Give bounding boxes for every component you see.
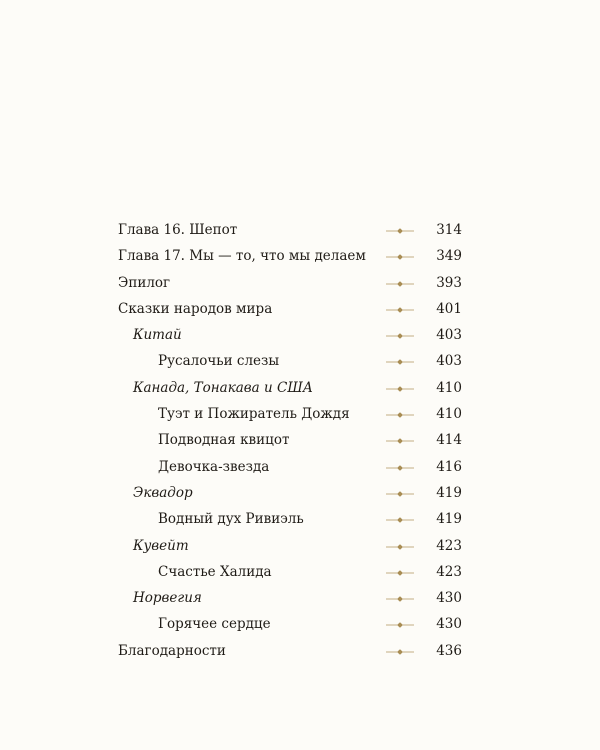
toc-page-number: 403 xyxy=(436,353,462,370)
ornament-divider-icon xyxy=(385,647,415,657)
toc-page-number: 401 xyxy=(436,300,462,317)
toc-entry-title: Сказки народов мира xyxy=(118,300,273,317)
toc-entry-title: Туэт и Пожиратель Дождя xyxy=(158,406,350,423)
toc-entry xyxy=(0,454,600,480)
ornament-divider-icon xyxy=(385,489,415,499)
toc-page-number: 419 xyxy=(436,484,462,501)
ornament-divider-icon xyxy=(385,620,415,630)
toc-entry-title: Норвегия xyxy=(133,590,202,607)
ornament-divider-icon xyxy=(385,436,415,446)
toc-entry-title: Глава 16. Шепот xyxy=(118,222,238,238)
toc-entry xyxy=(0,296,600,322)
ornament-divider-icon xyxy=(385,305,415,315)
toc-page-number: 403 xyxy=(436,327,462,344)
ornament-divider-icon xyxy=(385,463,415,473)
toc-entry xyxy=(0,243,600,269)
toc-entry xyxy=(0,427,600,453)
toc-entry xyxy=(0,217,600,243)
toc-entry-title: Подводная квицот xyxy=(158,432,290,449)
toc-entry xyxy=(0,638,600,664)
toc-page-number: 393 xyxy=(436,274,462,291)
toc-entry xyxy=(0,348,600,374)
toc-page-number: 314 xyxy=(436,222,462,238)
toc-entry xyxy=(0,375,600,401)
toc-entry-title: Благодарности xyxy=(118,642,226,659)
toc-entry-title: Горячее сердце xyxy=(158,616,271,633)
toc-page-number: 410 xyxy=(436,379,462,396)
ornament-divider-icon xyxy=(385,226,415,236)
toc-entry-title: Русалочьи слезы xyxy=(158,353,280,370)
toc-entry xyxy=(0,585,600,611)
toc-entry xyxy=(0,533,600,559)
toc-entry-title: Водный дух Ривиэль xyxy=(158,511,304,528)
ornament-divider-icon xyxy=(385,384,415,394)
ornament-divider-icon xyxy=(385,594,415,604)
toc-entry-title: Кувейт xyxy=(133,537,189,554)
toc-page-number: 436 xyxy=(436,642,462,659)
toc-entry xyxy=(0,559,600,585)
ornament-divider-icon xyxy=(385,331,415,341)
toc-page-number: 430 xyxy=(436,590,462,607)
toc-page-number: 414 xyxy=(436,432,462,449)
toc-entry-title: Китай xyxy=(133,327,182,344)
toc-page-number: 416 xyxy=(436,458,462,475)
toc-entry xyxy=(0,322,600,348)
toc-entry-title: Глава 17. Мы — то, что мы делаем xyxy=(118,248,366,265)
toc-page-number: 430 xyxy=(436,616,462,633)
toc-page-number: 410 xyxy=(436,406,462,423)
ornament-divider-icon xyxy=(385,252,415,262)
toc-page-number: 423 xyxy=(436,537,462,554)
ornament-divider-icon xyxy=(385,279,415,289)
toc-entry-title: Эпилог xyxy=(118,274,171,291)
toc-page-number: 419 xyxy=(436,511,462,528)
ornament-divider-icon xyxy=(385,357,415,367)
toc-entry xyxy=(0,401,600,427)
toc-page-number: 423 xyxy=(436,563,462,580)
ornament-divider-icon xyxy=(385,568,415,578)
toc-entry xyxy=(0,611,600,637)
toc-entry-title: Девочка-звезда xyxy=(158,458,270,475)
toc-entry-title: Канада, Тонакава и США xyxy=(133,379,313,396)
ornament-divider-icon xyxy=(385,410,415,420)
toc-page-number: 349 xyxy=(436,248,462,265)
toc-entry-title: Эквадор xyxy=(133,484,193,501)
table-of-contents xyxy=(0,217,600,664)
toc-entry xyxy=(0,480,600,506)
toc-entry-title: Счастье Халида xyxy=(158,563,272,580)
ornament-divider-icon xyxy=(385,515,415,525)
ornament-divider-icon xyxy=(385,542,415,552)
toc-entry xyxy=(0,506,600,532)
toc-entry xyxy=(0,270,600,296)
